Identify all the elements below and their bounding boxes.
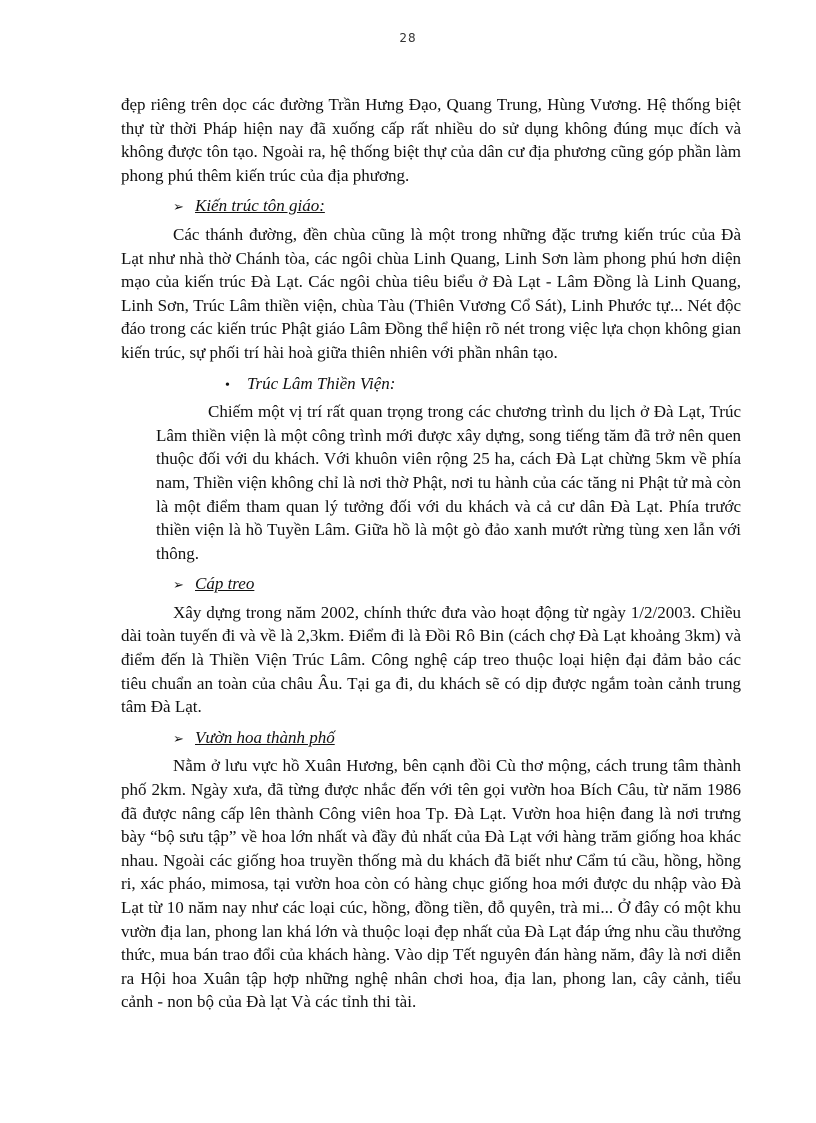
section-heading-flower-garden bbox=[173, 726, 741, 752]
section-heading-text: Kiến trúc tôn giáo: bbox=[195, 196, 325, 216]
intro-paragraph: đẹp riêng trên dọc các đường Trần Hưng Đạo, Quang Trung, Hùng Vương. Hệ thống biệt thự từ thời Pháp hiện nay đã xuống cấp rất nhiều do sử dụng không đúng mục đích và không được tôn tạo. Ngoài ra, hệ thống biệt thự của dân cư địa phương cũng góp phần làm phong phú thêm kiến trúc của địa phương. bbox=[121, 95, 741, 185]
section-paragraph: Các thánh đường, đền chùa cũng là một trong những đặc trưng kiến trúc của Đà Lạt như nhà thờ Chánh tòa, các ngôi chùa Linh Quang, Linh Sơn làm phong phú hơn diện mạo của kiến trúc Đà Lạt. Các ngôi chùa tiêu biểu ở Đà Lạt - Lâm Đồng là Linh Quang, Linh Sơn, Trúc Lâm thiền viện, chùa Tàu (Thiên Vương Cổ Sát), Linh Phước tự... Nét độc đáo trong các kiến trúc Phật giáo Lâm Đồng thể hiện rõ nét trong việc lựa chọn không gian kiến trúc, sự phối trí hài hoà giữa thiên nhiên với phần nhân tạo. bbox=[121, 224, 741, 362]
section-heading-text: Cáp treo bbox=[195, 574, 255, 594]
arrow-bullet-icon: ➢ bbox=[173, 578, 184, 594]
section-heading-religious-architecture bbox=[173, 194, 741, 220]
section-paragraph: Xây dựng trong năm 2002, chính thức đưa vào hoạt động từ ngày 1/2/2003. Chiều dài toàn tuyến đi và về là 2,3km. Điểm đi là Đồi Rô Bin (cách chợ Đà Lạt khoảng 3km) và điểm đến là Thiền Viện Trúc Lâm. Công nghệ cáp treo thuộc loại hiện đại đảm bảo các tiêu chuẩn an toàn của châu Âu. Tại ga đi, du khách sẽ có dịp được ngắm toàn cảnh trung tâm Đà Lạt. bbox=[121, 602, 741, 717]
sub-heading-truc-lam bbox=[225, 372, 741, 398]
arrow-bullet-icon: ➢ bbox=[173, 731, 184, 747]
dot-bullet-icon: • bbox=[225, 377, 230, 393]
section-heading-cable-car bbox=[173, 572, 741, 598]
arrow-bullet-icon: ➢ bbox=[173, 200, 184, 216]
sub-heading-text: Trúc Lâm Thiền Viện: bbox=[247, 373, 396, 393]
page-number: 28 bbox=[399, 31, 417, 45]
document-body bbox=[121, 93, 741, 1014]
section-paragraph: Nằm ở lưu vực hồ Xuân Hương, bên cạnh đồi Cù thơ mộng, cách trung tâm thành phố 2km. Ngày xưa, đã từng được nhắc đến với tên gọi vườn hoa Bích Câu, từ năm 1986 đã được nâng cấp lên thành Công viên hoa Tp. Đà Lạt. Vườn hoa hiện đang là nơi trưng bày “bộ sưu tập” về hoa lớn nhất và đầy đủ nhất của Đà Lạt với hàng trăm giống hoa khác nhau. Ngoài các giống hoa truyền thống mà du khách đã biết như Cẩm tú cầu, hồng, hồng ri, xác pháo, mimosa, tại vườn hoa còn có hàng chục giống hoa mới được du nhập vào Đà Lạt từ 10 năm nay như các loại cúc, hồng, đồng tiền, đỗ quyên, trà mi... Ở đây có một khu vườn địa lan, phong lan khá lớn và thuộc loại đẹp nhất của Đà Lạt đáp ứng nhu cầu thưởng thức, mua bán trao đổi của khách hàng. Vào dịp Tết nguyên đán hàng năm, đây là nơi diễn ra Hội hoa Xuân tập hợp những nghệ nhân chơi hoa, địa lan, phong lan, cây cảnh, tiểu cảnh - non bộ của Đà lạt Và các tỉnh thi tài. bbox=[121, 756, 741, 1012]
sub-section-paragraph: Chiếm một vị trí rất quan trọng trong các chương trình du lịch ở Đà Lạt, Trúc Lâm thiền viện là một công trình mới được xây dựng, song tiếng tăm đã trở nên quen thuộc đối với du khách. Với khuôn viên rộng 25 ha, cách Đà Lạt chừng 5km về phía nam, Thiền viện không chỉ là nơi thờ Phật, nơi tu hành của các tăng ni Phật tử mà còn là một điểm tham quan lý tưởng đối với du khách và cả cư dân Đà Lạt. Phía trước thiền viện là hồ Tuyền Lâm. Giữa hồ là một gò đảo xanh mướt rừng tùng xen lẫn với thông. bbox=[156, 402, 741, 563]
sub-section-block bbox=[121, 400, 741, 565]
section-heading-text: Vườn hoa thành phố bbox=[195, 727, 335, 747]
